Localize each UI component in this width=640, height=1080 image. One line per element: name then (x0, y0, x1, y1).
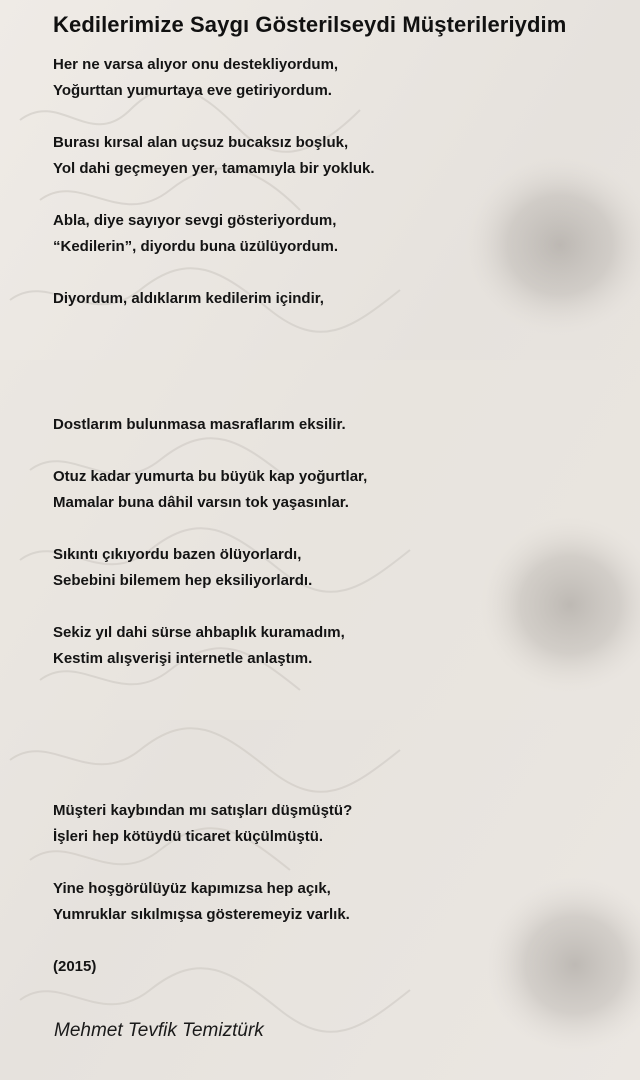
poem-line: Kestim alışverişi internetle anlaştım. (53, 650, 313, 667)
poem-line: Sekiz yıl dahi sürse ahbaplık kuramadım, (53, 624, 345, 641)
poem-line: Sebebini bilemem hep eksiliyorlardı. (53, 572, 313, 589)
poem-line: Otuz kadar yumurta bu büyük kap yoğurtlar, (53, 468, 368, 485)
poem-title: Kedilerimize Saygı Gösterilseydi Müşterileriydim (53, 12, 567, 37)
poem-line: Yoğurttan yumurtaya eve getiriyordum. (53, 82, 332, 99)
poem-line: Abla, diye sayıyor sevgi gösteriyordum, (53, 212, 337, 229)
poem-year: (2015) (53, 958, 97, 975)
poem-line: Yine hoşgörülüyüz kapımızsa hep açık, (53, 880, 331, 897)
poem-line: Sıkıntı çıkıyordu bazen ölüyorlardı, (53, 546, 302, 563)
poem-line: “Kedilerin”, diyordu buna üzülüyordum. (53, 238, 339, 255)
poem-line: Müşteri kaybından mı satışları düşmüştü? (53, 802, 353, 819)
poem-line: Diyordum, aldıklarım kedilerim içindir, (53, 290, 324, 307)
poem-line: Burası kırsal alan uçsuz bucaksız boşluk, (53, 134, 349, 151)
poem-line: Mamalar buna dâhil varsın tok yaşasınlar. (53, 494, 349, 511)
poem-line: Yol dahi geçmeyen yer, tamamıyla bir yokluk. (53, 160, 375, 177)
poem-author: Mehmet Tevfik Temiztürk (54, 1020, 264, 1041)
poem-line: Dostlarım bulunmasa masraflarım eksilir. (53, 416, 346, 433)
poem-line: İşleri hep kötüydü ticaret küçülmüştü. (53, 828, 324, 845)
poem-line: Her ne varsa alıyor onu destekliyordum, (53, 56, 339, 73)
poem-line: Yumruklar sıkılmışsa gösteremeyiz varlık. (53, 906, 350, 923)
